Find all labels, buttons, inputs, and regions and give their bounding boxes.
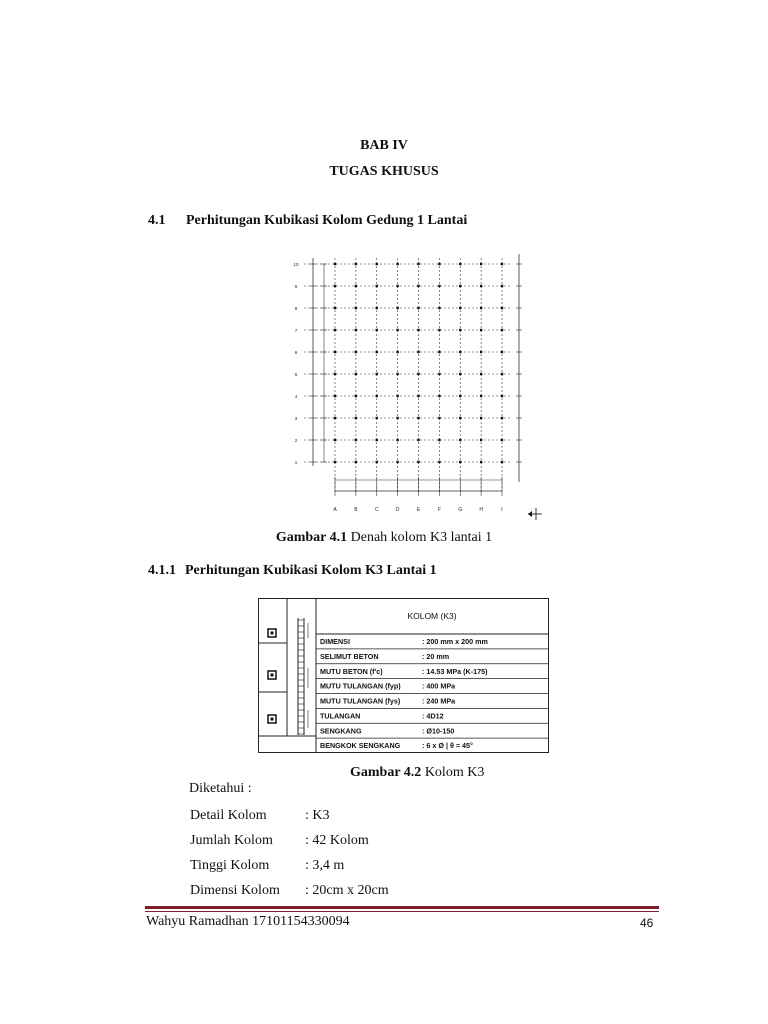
column-point — [438, 373, 440, 375]
grid-col-label: I — [501, 507, 503, 513]
column-point — [396, 307, 398, 309]
known-value: : 42 Kolom — [305, 833, 369, 848]
column-detail-table — [258, 598, 550, 754]
column-point — [334, 285, 336, 287]
grid-row-label: 10 — [293, 262, 299, 267]
column-point — [459, 307, 461, 309]
column-point — [501, 395, 503, 397]
section-icon — [268, 671, 276, 679]
column-point — [459, 351, 461, 353]
column-point — [355, 395, 357, 397]
detail-key: DIMENSI — [320, 637, 350, 647]
column-point — [376, 417, 378, 419]
grid-col-label: E — [416, 507, 421, 513]
column-point — [355, 307, 357, 309]
column-point — [480, 461, 482, 463]
figure-1-text: Denah kolom K3 lantai 1 — [347, 530, 493, 545]
column-point — [480, 285, 482, 287]
subsection-number: 4.1.1 — [148, 563, 176, 578]
column-point — [417, 263, 419, 265]
known-label: Dimensi Kolom — [190, 883, 280, 898]
column-point — [355, 439, 357, 441]
column-point — [376, 439, 378, 441]
column-point — [334, 263, 336, 265]
grid-row-label: 5 — [294, 372, 298, 377]
grid-col-label: C — [374, 507, 379, 513]
grid-row-label: 9 — [294, 284, 298, 289]
column-point — [459, 285, 461, 287]
column-point — [438, 417, 440, 419]
section-title: Perhitungan Kubikasi Kolom Gedung 1 Lantai — [186, 213, 468, 228]
footer-author: Wahyu Ramadhan 17101154330094 — [146, 914, 350, 929]
detail-key: TULANGAN — [320, 711, 361, 721]
column-point — [355, 329, 357, 331]
column-point — [438, 439, 440, 441]
column-point — [334, 373, 336, 375]
column-point — [417, 307, 419, 309]
column-point — [396, 329, 398, 331]
column-point — [501, 307, 503, 309]
column-point — [417, 395, 419, 397]
detail-key: SELIMUT BETON — [320, 651, 379, 661]
column-point — [334, 351, 336, 353]
column-point — [480, 439, 482, 441]
grid-row-label: 6 — [294, 350, 298, 355]
column-point — [438, 263, 440, 265]
column-point — [501, 417, 503, 419]
column-point — [438, 307, 440, 309]
column-point — [396, 439, 398, 441]
grid-col-label: A — [333, 507, 337, 513]
grid-col-label: H — [479, 507, 483, 513]
grid-row-label: 2 — [294, 438, 298, 443]
column-point — [334, 461, 336, 463]
column-point — [376, 461, 378, 463]
column-point — [438, 395, 440, 397]
column-point — [396, 351, 398, 353]
detail-value: : Ø10-150 — [422, 726, 455, 736]
known-label: Detail Kolom — [190, 808, 267, 823]
grid-col-label: D — [395, 507, 400, 513]
column-point — [480, 329, 482, 331]
column-point — [480, 307, 482, 309]
column-point — [459, 329, 461, 331]
detail-key: MUTU TULANGAN (fyp) — [320, 681, 401, 691]
grid-col-label: B — [354, 507, 358, 513]
column-point — [459, 461, 461, 463]
column-point — [334, 395, 336, 397]
column-point — [396, 395, 398, 397]
column-point — [459, 263, 461, 265]
grid-row-label: 1 — [294, 460, 298, 465]
detail-value: : 240 MPa — [422, 696, 456, 706]
known-heading: Diketahui : — [189, 781, 252, 796]
detail-value: : 6 x Ø | θ = 45° — [422, 741, 473, 751]
detail-value: : 14.53 MPa (K-175) — [422, 666, 488, 676]
column-point — [501, 351, 503, 353]
column-point — [480, 351, 482, 353]
known-value: : K3 — [305, 808, 330, 823]
grid-col-label: F — [437, 507, 441, 513]
column-point — [355, 263, 357, 265]
column-point — [376, 373, 378, 375]
column-point — [417, 461, 419, 463]
column-point — [355, 373, 357, 375]
column-point — [355, 417, 357, 419]
column-point — [334, 329, 336, 331]
section-icon — [268, 715, 276, 723]
detail-value: : 20 mm — [422, 651, 450, 661]
page-number: 46 — [640, 916, 654, 930]
footer-rule — [145, 906, 659, 909]
section-number: 4.1 — [148, 213, 166, 228]
column-point — [501, 461, 503, 463]
detail-key: BENGKOK SENGKANG — [320, 741, 401, 751]
column-plan-drawing — [280, 250, 550, 522]
column-point — [501, 439, 503, 441]
column-point — [396, 285, 398, 287]
column-point — [480, 263, 482, 265]
section-icon — [268, 629, 276, 637]
table-title: KOLOM (K3) — [407, 611, 457, 621]
column-point — [376, 263, 378, 265]
column-point — [396, 263, 398, 265]
known-label: Tinggi Kolom — [190, 858, 270, 873]
chapter-title: BAB IV — [360, 138, 408, 153]
column-point — [334, 307, 336, 309]
column-point — [355, 351, 357, 353]
column-point — [417, 439, 419, 441]
detail-value: : 400 MPa — [422, 681, 456, 691]
column-point — [355, 285, 357, 287]
column-point — [396, 461, 398, 463]
column-point — [334, 417, 336, 419]
column-point — [438, 461, 440, 463]
column-point — [417, 351, 419, 353]
column-point — [396, 373, 398, 375]
figure-2-label: Gambar 4.2 — [350, 765, 422, 780]
footer-rule — [145, 911, 659, 912]
detail-key: MUTU BETON (f'c) — [320, 666, 383, 676]
detail-key: SENGKANG — [320, 726, 362, 736]
column-point — [459, 373, 461, 375]
detail-key: MUTU TULANGAN (fys) — [320, 696, 401, 706]
north-arrow-icon — [528, 511, 532, 517]
column-point — [376, 307, 378, 309]
column-point — [396, 417, 398, 419]
column-point — [501, 329, 503, 331]
column-point — [417, 329, 419, 331]
detail-value: : 200 mm x 200 mm — [422, 637, 488, 647]
figure-1-caption — [0, 530, 768, 546]
column-point — [480, 395, 482, 397]
column-point — [459, 395, 461, 397]
grid-row-label: 3 — [294, 416, 298, 421]
column-point — [501, 373, 503, 375]
column-point — [438, 329, 440, 331]
grid-col-label: G — [458, 507, 463, 513]
column-point — [376, 329, 378, 331]
column-point — [334, 439, 336, 441]
figure-2-text: Kolom K3 — [421, 765, 485, 780]
figure-1-label: Gambar 4.1 — [275, 530, 348, 545]
known-value: : 3,4 m — [305, 858, 345, 873]
figure-2-caption — [350, 765, 484, 781]
column-point — [438, 351, 440, 353]
column-point — [480, 417, 482, 419]
column-point — [417, 285, 419, 287]
column-point — [376, 285, 378, 287]
grid-row-label: 7 — [294, 328, 298, 333]
chapter-subtitle: TUGAS KHUSUS — [329, 164, 439, 179]
column-point — [438, 285, 440, 287]
column-point — [459, 417, 461, 419]
grid-row-label: 8 — [294, 306, 298, 311]
known-label: Jumlah Kolom — [190, 833, 273, 848]
column-point — [417, 417, 419, 419]
detail-value: : 4D12 — [422, 711, 444, 721]
known-value: : 20cm x 20cm — [305, 883, 389, 898]
column-point — [417, 373, 419, 375]
column-point — [459, 439, 461, 441]
column-point — [480, 373, 482, 375]
column-point — [376, 351, 378, 353]
column-point — [376, 395, 378, 397]
subsection-title: Perhitungan Kubikasi Kolom K3 Lantai 1 — [185, 563, 437, 578]
grid-row-label: 4 — [294, 394, 298, 399]
column-point — [355, 461, 357, 463]
column-point — [501, 263, 503, 265]
column-point — [501, 285, 503, 287]
